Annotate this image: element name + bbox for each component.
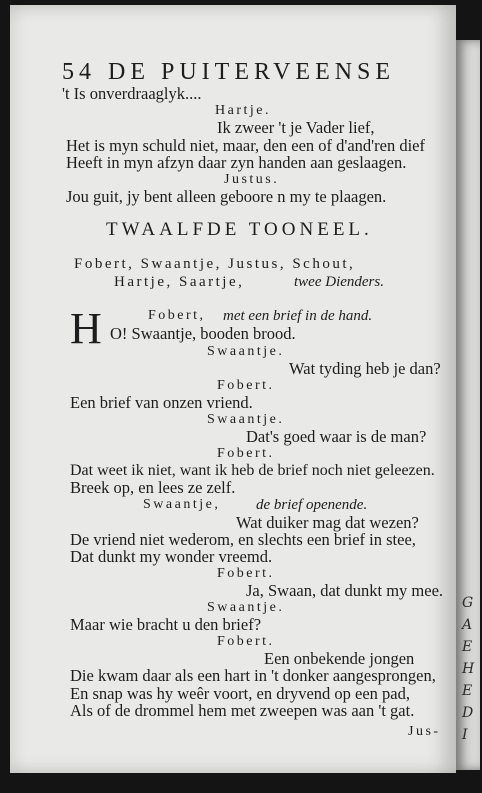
cast-list-note: twee Dienders.	[294, 274, 384, 290]
running-title: DE PUITERVEENSE	[108, 59, 396, 85]
speaker-label: Swaantje,	[143, 497, 221, 512]
verse-line: Het is myn schuld niet, maar, den een of d'and'ren dief	[66, 136, 426, 155]
adjacent-glyph: G	[462, 595, 474, 611]
adjacent-glyph: D	[462, 705, 474, 721]
speaker-label: Fobert.	[217, 634, 275, 649]
verse-line: Die kwam daar als een hart in 't donker aangesprongen,	[70, 666, 436, 685]
adjacent-glyph: E	[462, 639, 473, 655]
stage-direction: met een brief in de hand.	[223, 308, 373, 324]
speaker-label: Hartje.	[215, 103, 271, 118]
adjacent-glyph: H	[462, 661, 475, 677]
adjacent-glyph: I	[462, 727, 468, 743]
book-page	[10, 5, 456, 773]
verse-line: En snap was hy weêr voort, en dryvend op een pad,	[70, 684, 410, 703]
speaker-label: Fobert.	[217, 566, 275, 581]
adjacent-glyph: A	[462, 617, 473, 633]
verse-line: Dat weet ik niet, want ik heb de brief noch niet geleezen.	[70, 462, 435, 479]
scene-title: TWAALFDE TOONEEL.	[106, 219, 373, 240]
speaker-label: Swaantje.	[207, 344, 285, 359]
verse-line: Een brief van onzen vriend.	[70, 393, 253, 412]
verse-line: Dat's goed waar is de man?	[246, 427, 427, 446]
stage-direction: de brief openende.	[256, 497, 368, 513]
verse-line: Heeft in myn afzyn daar zyn handen aan geslaagen.	[66, 153, 407, 172]
speaker-label: Swaantje.	[207, 600, 285, 615]
speaker-label: Fobert,	[148, 308, 206, 323]
catchword: Jus-	[408, 724, 441, 739]
cast-list: Fobert, Swaantje, Justus, Schout,	[74, 256, 356, 272]
verse-line: Wat duiker mag dat wezen?	[236, 513, 419, 532]
adjacent-glyph: E	[462, 683, 473, 699]
verse-line: 't Is onverdraaglyk....	[62, 84, 202, 103]
page-number: 54	[62, 59, 96, 85]
verse-line: Ja, Swaan, dat dunkt my mee.	[246, 581, 444, 600]
cast-list: Hartje, Saartje,	[114, 274, 245, 290]
verse-line: Als of de drommel hem met zweepen was aan 't gat.	[70, 701, 415, 720]
speaker-label: Fobert.	[217, 446, 275, 461]
verse-line: Ik zweer 't je Vader lief,	[217, 118, 375, 137]
verse-line: Breek op, en lees ze zelf.	[70, 478, 236, 497]
verse-line: Een onbekende jongen	[264, 649, 415, 668]
verse-line: Dat dunkt my wonder vreemd.	[70, 547, 273, 566]
speaker-label: Justus.	[224, 172, 280, 187]
adjacent-page-edge	[456, 40, 480, 770]
verse-line: O! Swaantje, booden brood.	[110, 324, 296, 343]
speaker-label: Swaantje.	[207, 412, 285, 427]
verse-line: Jou guit, jy bent alleen geboore n my te plaagen.	[66, 187, 387, 206]
drop-cap: H	[70, 304, 102, 353]
verse-line: Wat tyding heb je dan?	[289, 359, 441, 378]
adjacent-page-text	[462, 595, 476, 749]
speaker-label: Fobert.	[217, 378, 275, 393]
verse-line: De vriend niet wederom, en slechts een brief in stee,	[70, 530, 416, 549]
verse-line: Maar wie bracht u den brief?	[70, 615, 262, 634]
